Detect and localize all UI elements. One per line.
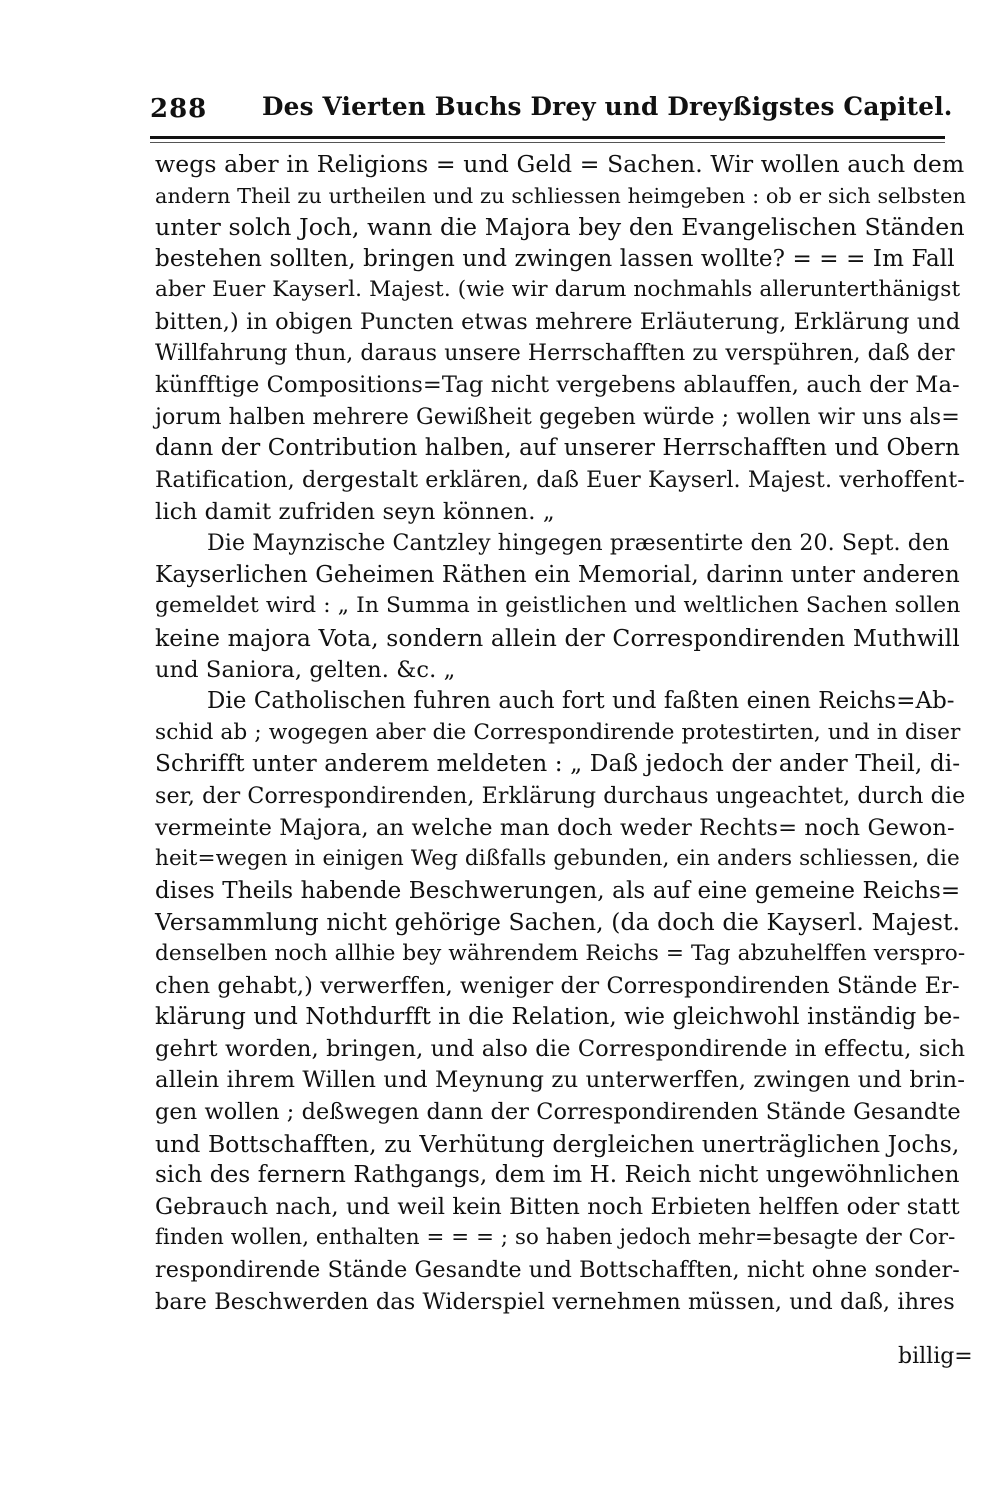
header-rule-thin: [150, 142, 945, 143]
running-title: Des Vierten Buchs Drey und Dreyßigstes Capitel.: [262, 92, 953, 121]
text-line: bare Beschwerden das Widerspiel vernehmen müssen, und daß, ihres: [155, 1288, 955, 1315]
text-line: dises Theils habende Beschwerungen, als auf eine gemeine Reichs=: [155, 877, 961, 904]
text-line: bestehen sollten, bringen und zwingen lassen wollte? = = = Im Fall: [155, 245, 955, 272]
text-line: Die Maynzische Cantzley hingegen præsentirte den 20. Sept. den: [207, 530, 950, 557]
text-line: keine majora Vota, sondern allein der Correspondirenden Muthwill: [155, 624, 960, 652]
text-line: Kayserlichen Geheimen Räthen ein Memorial, darinn unter anderen: [155, 561, 960, 588]
text-line: vermeinte Majora, an welche man doch weder Rechts= noch Gewon-: [155, 814, 955, 841]
text-line: klärung und Nothdurfft in die Relation, wie gleichwohl inständig be-: [155, 1004, 961, 1031]
text-line: wegs aber in Religions = und Geld = Sachen. Wir wollen auch dem: [155, 150, 965, 178]
text-line: allein ihrem Willen und Meynung zu unterwerffen, zwingen und brin-: [155, 1067, 966, 1094]
text-line: lich damit zufriden seyn können. „: [155, 498, 555, 525]
text-line: ser, der Correspondirenden, Erklärung durchaus ungeachtet, durch die: [155, 783, 966, 809]
text-line: schid ab ; wogegen aber die Correspondirende protestirten, und in diser: [155, 719, 961, 745]
text-line: künfftige Compositions=Tag nicht vergebens ablauffen, auch der Ma-: [155, 372, 960, 399]
text-line: und Bottschafften, zu Verhütung dergleichen unerträglichen Jochs,: [155, 1129, 960, 1158]
text-line: aber Euer Kayserl. Majest. (wie wir darum nochmahls allerunterthänigst: [155, 277, 961, 303]
page-header: [150, 90, 953, 130]
text-line: und Saniora, gelten. &c. „: [155, 656, 456, 683]
text-line: Ratification, dergestalt erklären, daß Euer Kayserl. Majest. verhoffent-: [155, 467, 965, 493]
text-line: respondirende Stände Gesandte und Bottschafften, nicht ohne sonder-: [155, 1257, 960, 1283]
page-number: 288: [150, 94, 208, 124]
text-line: bitten,) in obigen Puncten etwas mehrere Erläuterung, Erklärung und: [155, 309, 961, 335]
text-line: andern Theil zu urtheilen und zu schliessen heimgeben : ob er sich selbsten: [155, 183, 967, 208]
text-line: heit=wegen in einigen Weg dißfalls gebunden, ein anders schliessen, die: [155, 846, 960, 872]
text-line: jorum halben mehrere Gewißheit gegeben würde ; wollen wir uns als=: [155, 403, 960, 430]
text-line: gen wollen ; deßwegen dann der Correspondirenden Stände Gesandte: [155, 1099, 961, 1125]
text-line: gemeldet wird : „ In Summa in geistlichen und weltlichen Sachen sollen: [155, 593, 961, 619]
text-line: Schrifft unter anderem meldeten : „ Daß jedoch der ander Theil, di-: [155, 750, 961, 778]
text-line: Versammlung nicht gehörige Sachen, (da doch die Kayserl. Majest.: [155, 908, 961, 937]
text-line: finden wollen, enthalten = = = ; so haben jedoch mehr=besagte der Cor-: [155, 1225, 956, 1251]
text-line: Die Catholischen fuhren auch fort und faßten einen Reichs=Ab-: [207, 688, 955, 715]
text-line: dann der Contribution halben, auf unserer Herrschafften und Obern: [155, 435, 960, 462]
catchword: billig=: [898, 1344, 973, 1369]
text-line: gehrt worden, bringen, und also die Correspondirende in effectu, sich: [155, 1035, 966, 1062]
text-line: chen gehabt,) verwerffen, weniger der Correspondirenden Stände Er-: [155, 972, 960, 999]
text-line: Gebrauch nach, und weil kein Bitten noch Erbieten helffen oder statt: [155, 1193, 960, 1220]
text-line: denselben noch allhie bey währendem Reichs = Tag abzuhelffen verspro-: [155, 941, 966, 966]
text-line: sich des fernern Rathgangs, dem im H. Reich nicht ungewöhnlichen: [155, 1162, 960, 1189]
text-line: unter solch Joch, wann die Majora bey den Evangelischen Ständen: [155, 213, 965, 242]
header-rule: [150, 136, 945, 139]
text-line: Willfahrung thun, daraus unsere Herrschafften zu verspühren, daß der: [155, 340, 955, 366]
